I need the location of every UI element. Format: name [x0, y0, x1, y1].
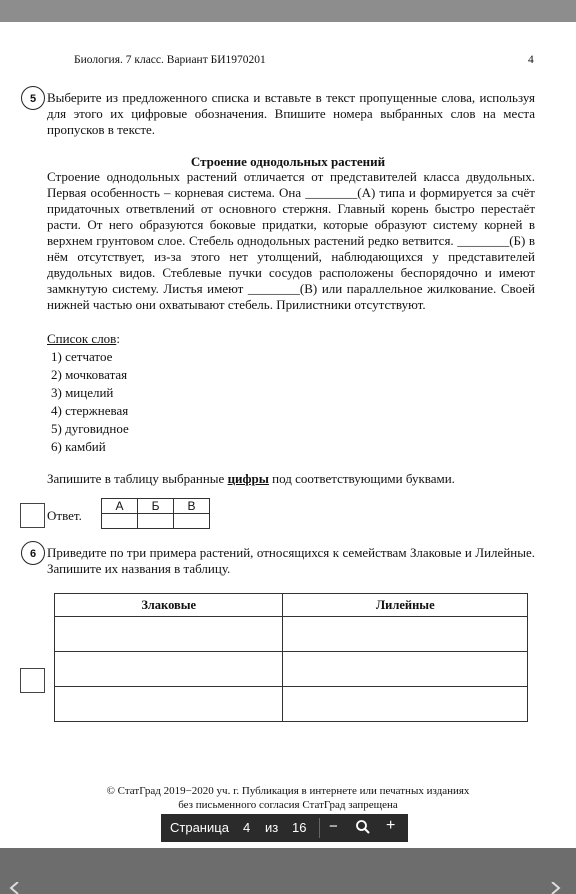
- q6-cell[interactable]: [283, 687, 528, 722]
- page-header: Биология. 7 класс. Вариант БИ1970201: [74, 54, 266, 66]
- answer-table: [101, 498, 210, 529]
- of-label: из: [265, 820, 279, 835]
- word-list-header: Список слов:: [47, 331, 120, 346]
- total-pages: 16: [292, 820, 307, 835]
- q6-cell[interactable]: [283, 617, 528, 652]
- q6-table: [54, 593, 528, 722]
- prev-page-icon[interactable]: [8, 882, 22, 894]
- page-footer: © СтатГрад 2019−2020 уч. г. Публикация в интернете или печатных изданиях без письменного согласия СтатГрад запрещена: [106, 785, 470, 811]
- answer-cell[interactable]: [174, 514, 210, 529]
- q5-text: Строение однодольных растений отличается от представителей класса двудольных. Первая особенность – корневая система. Она ________(А) типа и формируется за счёт придаточных ответвлений от основного стержня. Главный корень быстро перестаёт расти. От него образуются боковые придатки, которые образуют систему корней в верхнем грунтовом слое. Стебель однодольных растений редко ветвится. ________(Б) в нём отсутствует, из-за этого нет утолщений, наблюдающихся у представителей двудольных видов. Стеблевые пучки сосудов расположены беспорядочно и имеют замкнутую систему. Листья имеют ________(В) или параллельное жилкование. Своей нижней частью они охватывают стебель. Прилистники отсутствуют.: [47, 169, 535, 312]
- page-label: Страница: [170, 820, 229, 835]
- word-item: 1) сетчатое: [51, 349, 113, 364]
- q6-cell[interactable]: [55, 687, 283, 722]
- q5-instruction: Выберите из предложенного списка и вставьте в текст пропущенные слова, используя для этого их цифровые обозначения. Впишите номера выбранных слов на места пропусков в тексте.: [47, 90, 535, 137]
- page-number: 4: [528, 54, 534, 66]
- question-number-5: 5: [21, 86, 45, 110]
- answer-cell[interactable]: [138, 514, 174, 529]
- zoom-icon[interactable]: [355, 819, 371, 838]
- word-item: 5) дуговидное: [51, 421, 129, 436]
- current-page[interactable]: 4: [243, 820, 251, 835]
- answer-col-header: В: [174, 499, 210, 514]
- zoom-out-button[interactable]: −: [329, 818, 338, 835]
- word-item: 4) стержневая: [51, 403, 129, 418]
- answer-label: Ответ.: [47, 508, 82, 523]
- answer-col-header: Б: [138, 499, 174, 514]
- answer-col-header: А: [102, 499, 138, 514]
- zoom-in-button[interactable]: +: [386, 817, 396, 834]
- viewer-bottom-bar: [0, 848, 576, 894]
- q6-col-header: Злаковые: [55, 594, 283, 617]
- viewer-top-bar: [0, 0, 576, 22]
- q6-cell[interactable]: [55, 617, 283, 652]
- pdf-viewer-toolbar: [161, 814, 408, 842]
- toolbar-divider: [319, 818, 320, 838]
- word-item: 2) мочковатая: [51, 367, 128, 382]
- next-page-icon[interactable]: [548, 882, 562, 894]
- word-list: [47, 330, 129, 456]
- word-item: 6) камбий: [51, 439, 106, 454]
- q6-cell[interactable]: [283, 652, 528, 687]
- q5-text-title: Строение однодольных растений: [190, 154, 386, 169]
- q6-instruction: Приведите по три примера растений, относящихся к семействам Злаковые и Лилейные. Запишите их названия в таблицу.: [47, 545, 535, 576]
- word-item: 3) мицелий: [51, 385, 114, 400]
- q5-score-box: [20, 503, 45, 528]
- answer-cell[interactable]: [102, 514, 138, 529]
- q6-score-box: [20, 668, 45, 693]
- q6-col-header: Лилейные: [283, 594, 528, 617]
- document-page: [0, 22, 576, 848]
- q5-table-instruction: Запишите в таблицу выбранные цифры под соответствующими буквами.: [47, 471, 455, 486]
- q6-cell[interactable]: [55, 652, 283, 687]
- question-number-6: 6: [21, 541, 45, 565]
